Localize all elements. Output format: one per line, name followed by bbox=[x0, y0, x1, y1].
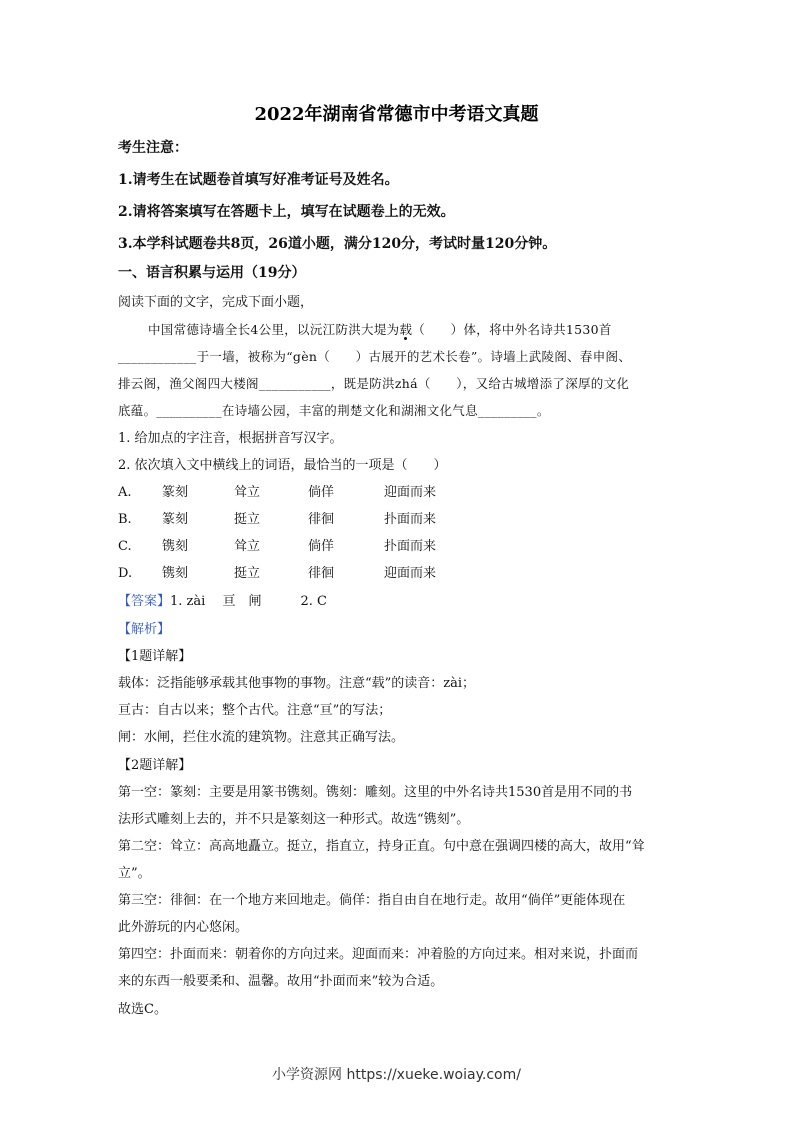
option-word: 倘佯 bbox=[308, 485, 335, 500]
option-word: 篆刻 bbox=[162, 512, 189, 527]
option-word: 镌刻 bbox=[162, 539, 189, 554]
answer-line bbox=[118, 592, 327, 612]
question-2: 2. 依次填入文中横线上的词语，最恰当的一项是（ ） bbox=[118, 458, 447, 473]
q2-explanation-line: 立”。 bbox=[118, 866, 151, 881]
answer-label: 【答案】 bbox=[118, 594, 171, 609]
passage-line-4: 底蕴。__________在诗墙公园，丰富的荆楚文化和湖湘文化气息_________。 bbox=[118, 403, 550, 418]
option-word: 迎面而来 bbox=[384, 566, 437, 581]
notice-item-2: 2.请将答案填写在答题卡上，填写在试题卷上的无效。 bbox=[118, 204, 455, 220]
dotted-character: 载 bbox=[399, 322, 413, 337]
q2-explanation-line: 此外游玩的内心悠闲。 bbox=[118, 920, 249, 935]
option-a bbox=[118, 483, 436, 503]
analysis-label: 【解析】 bbox=[118, 622, 171, 637]
q2-explanation-line: 第四空：扑面而来：朝着你的方向过来。迎面而来：冲着脸的方向过来。相对来说，扑面而 bbox=[118, 947, 639, 962]
option-label: B. bbox=[118, 512, 132, 527]
option-b bbox=[118, 510, 436, 530]
q1-explanation-line: 闸：水闸，拦住水流的建筑物。注意其正确写法。 bbox=[118, 730, 405, 745]
option-word: 耸立 bbox=[234, 485, 261, 500]
q2-explanation-line: 第二空：耸立：高高地矗立。挺立，指直立，持身正直。句中意在强调四楼的高大，故用“耸 bbox=[118, 839, 645, 854]
option-word: 扑面而来 bbox=[384, 512, 437, 527]
passage-line-2: ____________于一墙，被称为“gèn（ ）古展开的艺术长卷”。诗墙上武陵阁、春申阁、 bbox=[118, 349, 632, 364]
page-title: 2022年湖南省常德市中考语文真题 bbox=[254, 104, 539, 125]
option-word: 倘佯 bbox=[308, 539, 335, 554]
option-word: 挺立 bbox=[234, 566, 261, 581]
option-word: 迎面而来 bbox=[384, 485, 437, 500]
option-c bbox=[118, 537, 436, 557]
question-1: 1. 给加点的字注音，根据拼音写汉字。 bbox=[118, 431, 343, 446]
option-word: 镌刻 bbox=[162, 566, 189, 581]
option-label: D. bbox=[118, 566, 133, 581]
passage-line-1-after: （ ）体，将中外名诗共1530首 bbox=[412, 322, 612, 337]
option-word: 篆刻 bbox=[162, 485, 189, 500]
q1-explanation-line: 载体：泛指能够承载其他事物的事物。注意“载”的读音：zài； bbox=[118, 676, 476, 691]
q2-explanation-line: 来的东西一般要柔和、温馨。故用“扑面而来”较为合适。 bbox=[118, 974, 444, 989]
option-d bbox=[118, 564, 436, 584]
section-heading: 一、语言积累与运用（19分） bbox=[118, 265, 306, 281]
option-label: C. bbox=[118, 539, 132, 554]
q2-explanation-line: 法形式雕刻上去的，并不只是篆刻这一种形式。故选“镌刻”。 bbox=[118, 812, 470, 827]
option-label: A. bbox=[118, 485, 132, 500]
passage-line-1 bbox=[148, 320, 612, 340]
footer-watermark: 小学资源网 https://xueke.woiay.com/ bbox=[272, 1067, 521, 1083]
option-word: 徘徊 bbox=[308, 566, 335, 581]
q2-heading: 【2题详解】 bbox=[118, 758, 192, 773]
q2-explanation-line: 第三空：徘徊：在一个地方来回地走。倘佯：指自由自在地行走。故用“倘佯”更能体现在 bbox=[118, 893, 626, 908]
q2-conclusion: 故选C。 bbox=[118, 1002, 167, 1017]
passage-line-3: 排云阁，渔父阁四大楼阁___________，既是防洪zhá（ ），又给古城增添了深厚的文化 bbox=[118, 376, 630, 391]
reading-intro: 阅读下面的文字，完成下面小题， bbox=[118, 295, 314, 310]
option-word: 耸立 bbox=[234, 539, 261, 554]
option-word: 扑面而来 bbox=[384, 539, 437, 554]
option-word: 徘徊 bbox=[308, 512, 335, 527]
q2-explanation-line: 第一空：篆刻：主要是用篆书镌刻。镌刻：雕刻。这里的中外名诗共1530首是用不同的书 bbox=[118, 785, 633, 800]
notice-item-1: 1.请考生在试题卷首填写好准考证号及姓名。 bbox=[118, 172, 399, 188]
passage-line-1-before: 中国常德诗墙全长4公里，以沅江防洪大堤为 bbox=[148, 322, 400, 337]
q1-heading: 【1题详解】 bbox=[118, 649, 192, 664]
notice-heading: 考生注意： bbox=[118, 140, 188, 156]
notice-item-3: 3.本学科试题卷共8页，26道小题，满分120分，考试时量120分钟。 bbox=[118, 236, 557, 252]
q1-explanation-line: 亘古：自古以来；整个古代。注意“亘”的写法； bbox=[118, 703, 392, 718]
answer-text: 1. zài 亘 闸 2. C bbox=[170, 594, 327, 609]
option-word: 挺立 bbox=[234, 512, 261, 527]
